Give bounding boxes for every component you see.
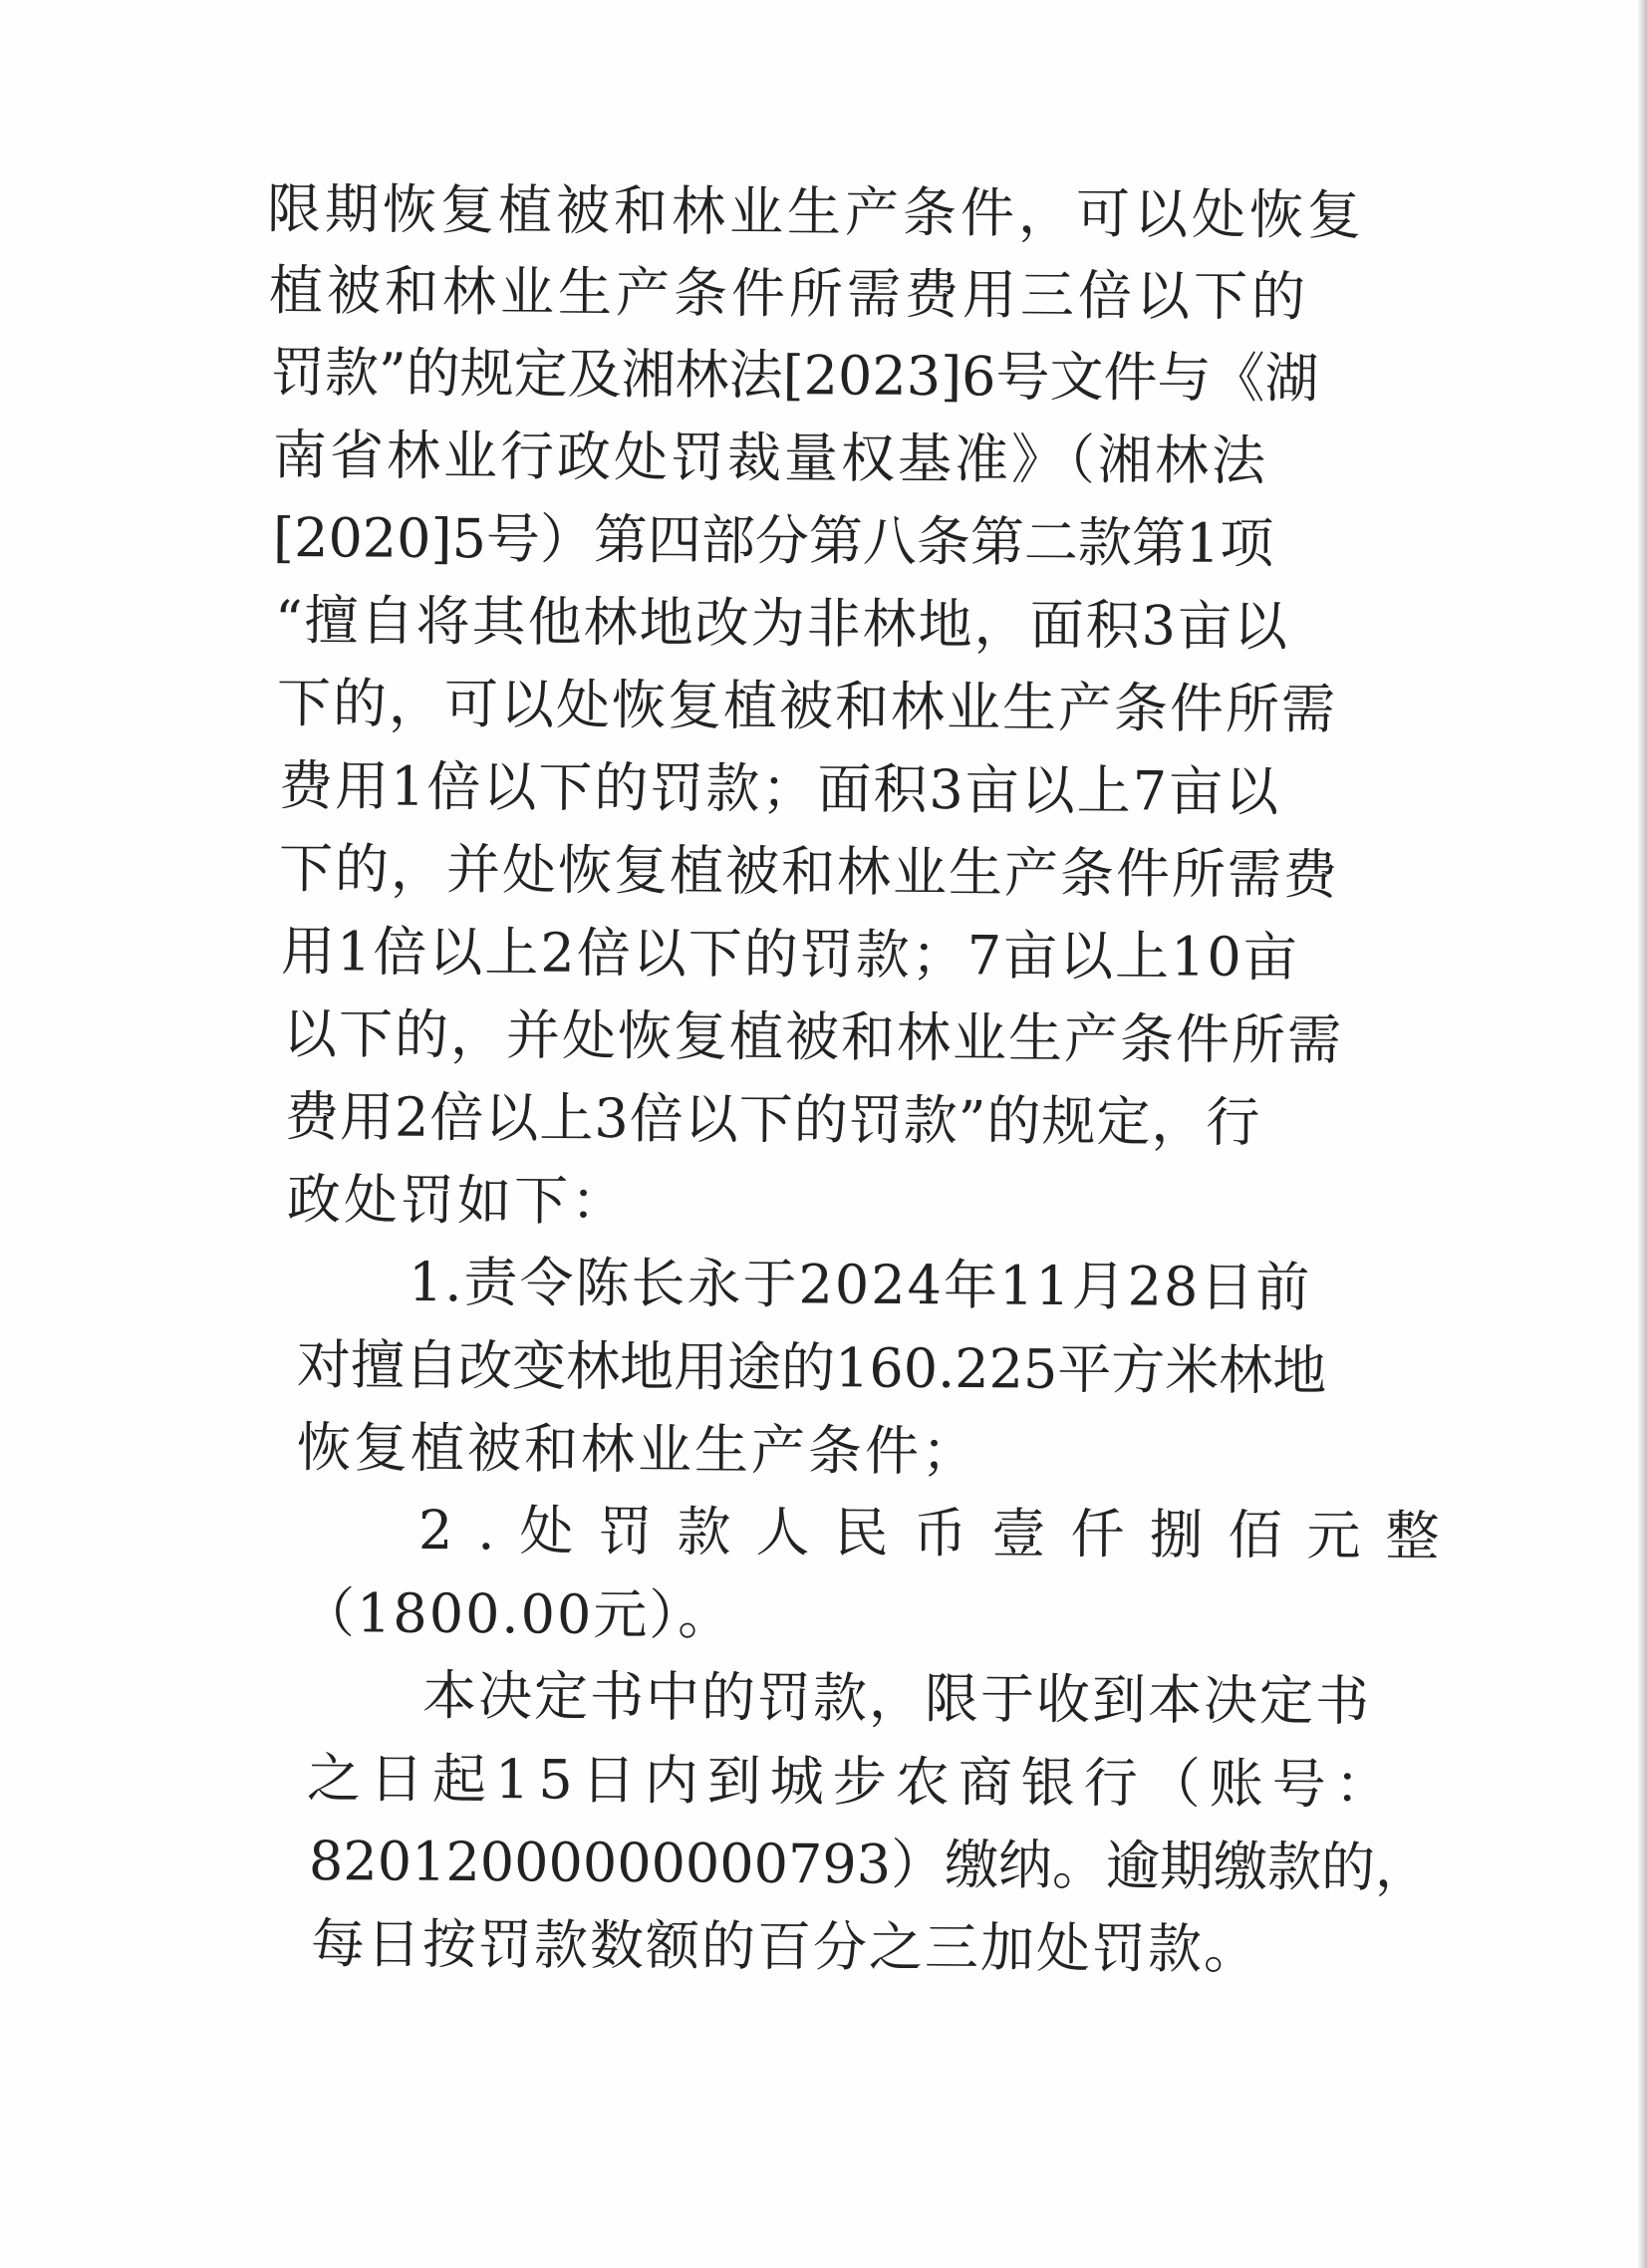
text-line: 用1倍以上2倍以下的罚款；7亩以上10亩	[280, 920, 1299, 990]
bank-account-line: 82012000000000793）缴纳。逾期缴款的，	[308, 1830, 1430, 1899]
text-line: 之日起15日内到城步农商银行（账号：	[306, 1747, 1398, 1817]
text-line: 费用2倍以上3倍以下的罚款”的规定，行	[284, 1085, 1261, 1154]
text-line: 政处罚如下：	[286, 1168, 629, 1234]
text-line: 恢复植被和林业生产条件；	[296, 1416, 979, 1484]
penalty-item-1-line: 1.责令陈长永于2024年11月28日前	[408, 1251, 1312, 1319]
text-line: 每日按罚款数额的百分之三加处罚款。	[310, 1912, 1260, 1981]
text-line: 下的，并处恢复植被和林业生产条件所需费	[278, 837, 1340, 907]
text-line: 以下的，并处恢复植被和林业生产条件所需	[282, 1002, 1344, 1072]
text-line: 植被和林业生产条件所需费用三倍以下的	[268, 259, 1310, 329]
text-line: 下的，可以处恢复植被和林业生产条件所需	[276, 672, 1338, 741]
scan-edge-shadow	[1637, 0, 1647, 2268]
text-line: 费用1倍以下的罚款；面积3亩以上7亩以	[278, 754, 1281, 824]
text-line: “擅自将其他林地改为非林地，面积3亩以	[274, 589, 1290, 659]
text-line: 南省林业行政处罚裁量权基准》（湘林法	[272, 424, 1269, 493]
text-line: 罚款”的规定及湘林法[2023]6号文件与《湖	[270, 341, 1319, 411]
text-line: 对擅自改变林地用途的160.225平方米林地	[296, 1333, 1327, 1403]
fine-amount-line: （1800.00元）。	[300, 1581, 734, 1647]
penalty-item-2-line: 2.处罚款人民币壹仟捌佰元整	[417, 1499, 1465, 1568]
payment-paragraph-line: 本决定书中的罚款，限于收到本决定书	[421, 1664, 1372, 1733]
text-line: [2020]5号）第四部分第八条第二款第1项	[272, 506, 1274, 576]
text-line: 限期恢复植被和林业生产条件，可以处恢复	[266, 177, 1366, 247]
